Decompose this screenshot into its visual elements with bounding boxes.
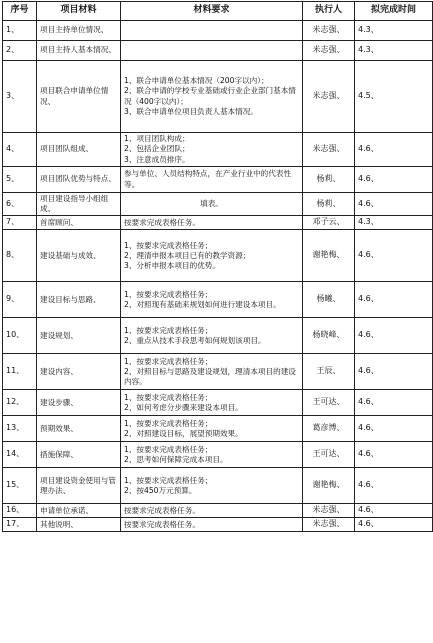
row-requirement xyxy=(121,504,303,518)
row-number: 12、 xyxy=(3,390,37,416)
row-number: 8、 xyxy=(3,230,37,282)
row-number: 17、 xyxy=(3,518,37,532)
row-item: 其他说明、 xyxy=(37,518,121,532)
row-person: 米志强、 xyxy=(303,504,355,518)
requirement-line: 2、对照现有基础来规划如何进行建设本项目。 xyxy=(124,299,281,309)
requirement-line: 1、按要求完成表格任务； xyxy=(124,418,213,428)
table-row xyxy=(3,354,433,390)
table-row xyxy=(3,442,433,468)
requirement-line: 3、联合申请单位项目负责人基本情况。 xyxy=(124,106,258,116)
row-item: 建设步骤、 xyxy=(37,390,121,416)
requirement-line: 参与单位、人员结构特点，在产业行业中的代表性等。 xyxy=(124,169,292,189)
row-item: 预期效果、 xyxy=(37,416,121,442)
row-person: 王可达、 xyxy=(303,390,355,416)
table-row xyxy=(3,318,433,354)
header-date: 拟完成时间 xyxy=(355,2,433,21)
table-row xyxy=(3,193,433,216)
requirement-line: 1、按要求完成表格任务； xyxy=(124,475,213,485)
row-item: 项目联合申请单位情况、 xyxy=(37,61,121,133)
requirement-line: 3、分析申报本项目的优势。 xyxy=(124,260,220,270)
row-date: 4.6、 xyxy=(355,416,433,442)
row-number: 4、 xyxy=(3,133,37,167)
row-number: 9、 xyxy=(3,282,37,318)
row-person: 谢艳梅、 xyxy=(303,230,355,282)
row-person: 米志强、 xyxy=(303,133,355,167)
row-requirement xyxy=(121,133,303,167)
row-item: 措施保障、 xyxy=(37,442,121,468)
table-row xyxy=(3,61,433,133)
header-item: 项目材料 xyxy=(37,2,121,21)
row-requirement xyxy=(121,468,303,504)
row-number: 2、 xyxy=(3,41,37,61)
requirement-line: 1、项目团队构成； xyxy=(124,134,190,144)
requirement-line: 2、联合申请的学校专业基础或行业企业部门基本情况（400字以内）； xyxy=(124,86,296,106)
row-date: 4.5、 xyxy=(355,61,433,133)
row-person: 杨莉、 xyxy=(303,193,355,216)
row-date: 4.6、 xyxy=(355,230,433,282)
row-requirement xyxy=(121,354,303,390)
row-item: 项目团队组成、 xyxy=(37,133,121,167)
header-no: 序号 xyxy=(3,2,37,21)
requirement-line: 1、按要求完成表格任务； xyxy=(124,289,213,299)
header-person: 执行人 xyxy=(303,2,355,21)
row-requirement xyxy=(121,318,303,354)
row-date: 4.6、 xyxy=(355,282,433,318)
table-row xyxy=(3,230,433,282)
row-person: 谢艳梅、 xyxy=(303,468,355,504)
header-requirement: 材料要求 xyxy=(121,2,303,21)
row-person: 葛彦博、 xyxy=(303,416,355,442)
requirement-line: 2、如何考虑分步骤来建设本项目。 xyxy=(124,402,243,412)
row-item: 项目团队优势与特点、 xyxy=(37,167,121,193)
table-row xyxy=(3,390,433,416)
requirement-line: 1、联合申请单位基本情况（200字以内）； xyxy=(124,76,269,86)
requirement-line: 按要求完成表格任务。 xyxy=(124,519,200,529)
row-number: 16、 xyxy=(3,504,37,518)
requirement-line: 2、理清申报本项目已有的教学资源； xyxy=(124,250,251,260)
row-requirement xyxy=(121,61,303,133)
table-row xyxy=(3,133,433,167)
row-person: 杨莉、 xyxy=(303,167,355,193)
row-number: 11、 xyxy=(3,354,37,390)
row-number: 15、 xyxy=(3,468,37,504)
row-number: 13、 xyxy=(3,416,37,442)
row-number: 10、 xyxy=(3,318,37,354)
row-date: 4.6、 xyxy=(355,193,433,216)
row-date: 4.6、 xyxy=(355,518,433,532)
row-person: 王可达、 xyxy=(303,442,355,468)
row-date: 4.6、 xyxy=(355,133,433,167)
row-requirement xyxy=(121,167,303,193)
table-row xyxy=(3,21,433,41)
row-number: 6、 xyxy=(3,193,37,216)
row-requirement xyxy=(121,230,303,282)
row-date: 4.6、 xyxy=(355,442,433,468)
requirement-line: 填表。 xyxy=(200,199,223,208)
row-person: 杨晓峰、 xyxy=(303,318,355,354)
row-requirement xyxy=(121,21,303,41)
row-requirement xyxy=(121,442,303,468)
table-row xyxy=(3,41,433,61)
row-item: 项目建设资金使用与管理办法、 xyxy=(37,468,121,504)
table-row xyxy=(3,518,433,532)
table-row xyxy=(3,504,433,518)
row-person: 邓子云、 xyxy=(303,216,355,230)
row-requirement xyxy=(121,41,303,61)
table-row xyxy=(3,216,433,230)
row-item: 建设基础与成效、 xyxy=(37,230,121,282)
table-row xyxy=(3,167,433,193)
row-date: 4.6、 xyxy=(355,354,433,390)
row-person: 米志强、 xyxy=(303,518,355,532)
row-number: 5、 xyxy=(3,167,37,193)
row-item: 首席顾问、 xyxy=(37,216,121,230)
row-requirement xyxy=(121,416,303,442)
requirement-line: 按要求完成表格任务。 xyxy=(124,217,200,227)
task-table xyxy=(2,1,433,532)
requirement-line: 2、对照目标与思路及建设规划，理清本项目的建设内容。 xyxy=(124,366,296,386)
row-item: 申请单位承诺、 xyxy=(37,504,121,518)
requirement-line: 2、按450万元预算。 xyxy=(124,485,197,495)
row-item: 项目主持人基本情况、 xyxy=(37,41,121,61)
table-row xyxy=(3,416,433,442)
row-item: 建设内容、 xyxy=(37,354,121,390)
row-person: 杨曦、 xyxy=(303,282,355,318)
row-number: 14、 xyxy=(3,442,37,468)
row-item: 项目建设指导小组组成、 xyxy=(37,193,121,216)
row-item: 项目主持单位情况、 xyxy=(37,21,121,41)
row-date: 4.3、 xyxy=(355,21,433,41)
requirement-line: 1、按要求完成表格任务； xyxy=(124,240,213,250)
row-date: 4.3、 xyxy=(355,41,433,61)
requirement-line: 1、按要求完成表格任务； xyxy=(124,392,213,402)
requirement-line: 1、按要求完成表格任务； xyxy=(124,325,213,335)
row-person: 米志强、 xyxy=(303,61,355,133)
requirement-line: 按要求完成表格任务。 xyxy=(124,505,200,515)
row-date: 4.3、 xyxy=(355,216,433,230)
row-number: 3、 xyxy=(3,61,37,133)
row-requirement xyxy=(121,390,303,416)
requirement-line: 2、重点从技术手段思考如何规划该项目。 xyxy=(124,335,266,345)
requirement-line: 2、对照建设目标，展望预期效果。 xyxy=(124,428,243,438)
row-requirement xyxy=(121,216,303,230)
requirement-line: 2、思考如何保障完成本项目。 xyxy=(124,454,228,464)
table-row xyxy=(3,468,433,504)
row-requirement xyxy=(121,193,303,216)
row-requirement xyxy=(121,518,303,532)
row-date: 4.6、 xyxy=(355,468,433,504)
requirement-line: 3、注意成员排序。 xyxy=(124,154,190,164)
row-person: 王辰、 xyxy=(303,354,355,390)
row-item: 建设目标与思路、 xyxy=(37,282,121,318)
row-person: 米志强、 xyxy=(303,41,355,61)
row-item: 建设规划、 xyxy=(37,318,121,354)
row-date: 4.6、 xyxy=(355,167,433,193)
requirement-line: 2、包括企业团队； xyxy=(124,144,190,154)
requirement-line: 1、按要求完成表格任务； xyxy=(124,356,213,366)
row-number: 1、 xyxy=(3,21,37,41)
row-date: 4.6、 xyxy=(355,390,433,416)
row-date: 4.6、 xyxy=(355,318,433,354)
row-person: 米志强、 xyxy=(303,21,355,41)
requirement-line: 1、按要求完成表格任务； xyxy=(124,444,213,454)
row-date: 4.6、 xyxy=(355,504,433,518)
row-number: 7、 xyxy=(3,216,37,230)
table-row xyxy=(3,282,433,318)
header-row xyxy=(3,2,433,21)
row-requirement xyxy=(121,282,303,318)
table-body xyxy=(3,21,433,532)
